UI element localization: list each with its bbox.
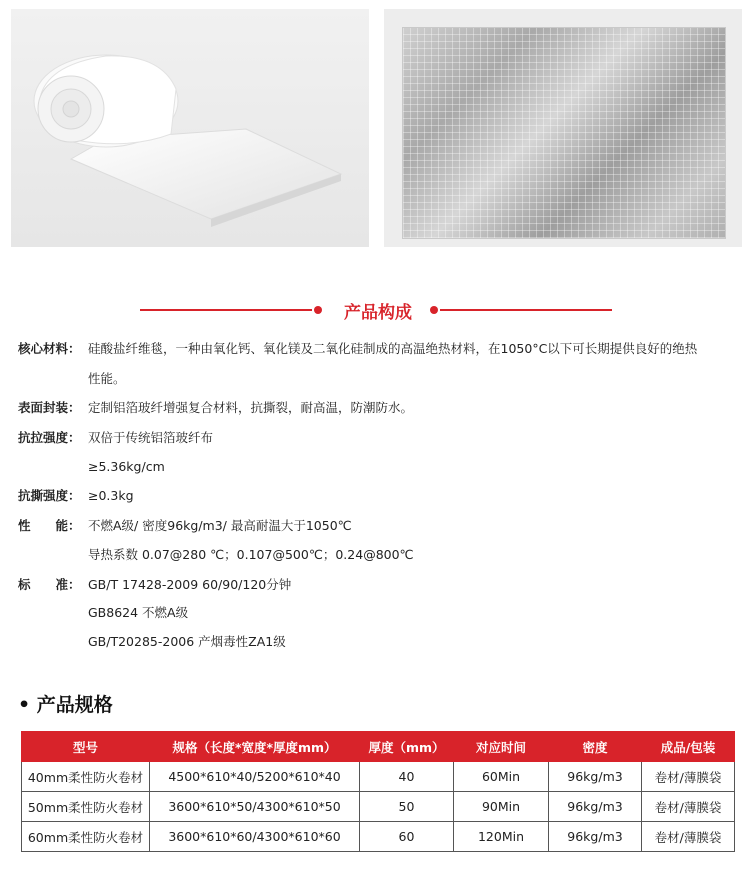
spec-label: 抗撕强度： bbox=[18, 488, 81, 503]
divider-dot-right bbox=[430, 306, 438, 314]
ceramic-fiber-blanket-roll-photo bbox=[11, 9, 369, 247]
spec-label: 性 能： bbox=[18, 518, 81, 533]
foil-texture bbox=[402, 27, 726, 239]
spec-core-material-cont: 性能。 bbox=[88, 371, 126, 386]
table-cell: 卷材/薄膜袋 bbox=[642, 822, 735, 852]
table-cell: 4500*610*40/5200*610*40 bbox=[150, 762, 360, 792]
table-header-cell: 对应时间 bbox=[454, 732, 549, 762]
aluminum-foil-surface-photo bbox=[384, 9, 742, 247]
section-title-text: 产品构成 bbox=[344, 303, 412, 323]
table-cell: 60 bbox=[360, 822, 454, 852]
table-cell: 50mm柔性防火卷材 bbox=[22, 792, 150, 822]
spec-performance-cont: 导热系数 0.07@280 ℃；0.107@500℃；0.24@800℃ bbox=[88, 547, 414, 562]
table-cell: 3600*610*50/4300*610*50 bbox=[150, 792, 360, 822]
table-header-cell: 密度 bbox=[549, 732, 642, 762]
spec-table bbox=[21, 731, 735, 852]
spec-value: GB/T 17428-2009 60/90/120分钟 bbox=[88, 577, 292, 592]
section-title-composition bbox=[0, 298, 750, 322]
table-cell: 40 bbox=[360, 762, 454, 792]
spec-value: ≥0.3kg bbox=[88, 488, 134, 503]
table-row bbox=[22, 822, 735, 852]
table-cell: 3600*610*60/4300*610*60 bbox=[150, 822, 360, 852]
table-header-cell: 成品/包装 bbox=[642, 732, 735, 762]
divider-line-left bbox=[140, 309, 312, 311]
spec-value: 定制铝箔玻纤增强复合材料，抗撕裂，耐高温，防潮防水。 bbox=[88, 400, 414, 415]
spec-standard-cont-2: GB/T20285-2006 产烟毒性ZA1级 bbox=[88, 634, 286, 649]
spec-value: 不燃A级/ 密度96kg/m3/ 最高耐温大于1050℃ bbox=[88, 518, 352, 533]
spec-label: 表面封装： bbox=[18, 400, 81, 415]
table-cell: 卷材/薄膜袋 bbox=[642, 762, 735, 792]
divider-line-right bbox=[440, 309, 612, 311]
spec-label: 标 准： bbox=[18, 577, 81, 592]
table-cell: 40mm柔性防火卷材 bbox=[22, 762, 150, 792]
table-cell: 90Min bbox=[454, 792, 549, 822]
spec-value: 双倍于传统铝箔玻纤布 bbox=[88, 430, 214, 445]
spec-label: 抗拉强度： bbox=[18, 430, 81, 445]
table-header-cell: 规格（长度*宽度*厚度mm） bbox=[150, 732, 360, 762]
table-row bbox=[22, 792, 735, 822]
blanket-roll-illustration bbox=[11, 9, 369, 247]
table-cell: 60Min bbox=[454, 762, 549, 792]
table-cell: 96kg/m3 bbox=[549, 822, 642, 852]
table-cell: 50 bbox=[360, 792, 454, 822]
table-cell: 96kg/m3 bbox=[549, 792, 642, 822]
table-cell: 96kg/m3 bbox=[549, 762, 642, 792]
spec-value: 硅酸盐纤维毯，一种由氧化钙、氧化镁及二氧化硅制成的高温绝热材料，在1050°C以下可长期提供良好的绝热 bbox=[88, 341, 698, 356]
table-header-cell: 型号 bbox=[22, 732, 150, 762]
spec-label: 核心材料： bbox=[18, 341, 81, 356]
table-row bbox=[22, 762, 735, 792]
table-cell: 120Min bbox=[454, 822, 549, 852]
divider-dot-left bbox=[314, 306, 322, 314]
table-cell: 卷材/薄膜袋 bbox=[642, 792, 735, 822]
table-cell: 60mm柔性防火卷材 bbox=[22, 822, 150, 852]
table-header-cell: 厚度（mm） bbox=[360, 732, 454, 762]
spec-standard-cont-1: GB8624 不燃A级 bbox=[88, 605, 189, 620]
table-header-row bbox=[22, 732, 735, 762]
spec-tensile-cont: ≥5.36kg/cm bbox=[88, 459, 165, 474]
spec-heading: • 产品规格 bbox=[18, 694, 113, 716]
